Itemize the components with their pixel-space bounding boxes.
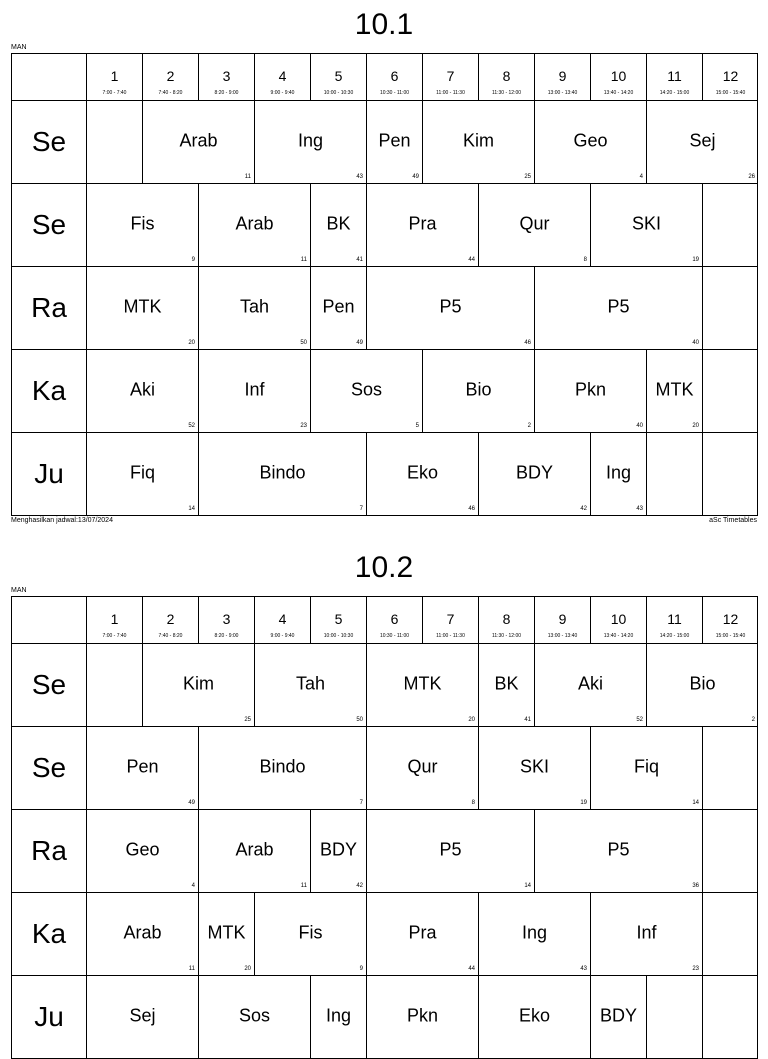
lesson-cell[interactable] [367,727,479,810]
period-time: 9:00 - 9:40 [270,633,295,639]
lesson-cell[interactable] [591,727,703,810]
lesson-subject: Ing [605,462,632,483]
lesson-subject: BK [494,673,519,694]
timetable-grid [11,53,758,516]
lesson-subject: Fiq [633,756,659,777]
lesson-room: 44 [468,966,475,972]
period-number: 12 [722,611,739,627]
lesson-room: 14 [188,506,195,512]
lesson-room: 20 [244,966,251,972]
lesson-room: 7 [359,800,363,806]
period-number: 9 [558,611,567,627]
lesson-room: 19 [692,257,699,263]
lesson-cell[interactable] [535,810,703,893]
lesson-subject: Fiq [129,462,155,483]
lesson-room: 5 [415,423,419,429]
period-number: 7 [446,68,455,84]
lesson-subject: Kim [183,673,214,694]
lesson-cell[interactable] [479,976,591,1059]
day-name: Ka [31,375,67,406]
lesson-subject: P5 [439,839,462,860]
lesson-cell[interactable] [423,101,535,184]
lesson-subject: Sej [129,1005,156,1026]
lesson-room: 40 [692,340,699,346]
period-header [367,54,423,101]
lesson-cell[interactable] [87,976,199,1059]
lesson-room: 14 [524,883,531,889]
period-time: 11:30 - 12:00 [491,633,522,639]
lesson-cell[interactable] [87,433,199,516]
timetable-grid [11,596,758,1059]
lesson-room: 14 [692,800,699,806]
footer-generated-date: Menghasilkan jadwal:13/07/2024 [11,517,113,524]
day-label-cell [12,267,87,350]
lesson-cell[interactable] [479,184,591,267]
lesson-cell[interactable] [423,350,535,433]
lesson-room: 52 [636,717,643,723]
empty-slot [703,893,758,976]
period-header [255,597,311,644]
lesson-room: 25 [524,174,531,180]
period-number: 2 [166,68,175,84]
period-header [479,54,535,101]
period-header [423,54,479,101]
period-time: 11:00 - 11:30 [436,90,465,96]
lesson-cell[interactable] [479,893,591,976]
period-number: 5 [334,68,343,84]
lesson-subject: MTK [207,922,246,943]
period-number: 9 [558,68,567,84]
day-label-cell [12,644,87,727]
period-number: 1 [110,611,119,627]
lesson-subject: Pen [378,130,411,151]
lesson-subject: Inf [244,379,265,400]
period-header [647,54,703,101]
lesson-cell[interactable] [199,184,311,267]
period-time: 7:40 - 8:20 [158,633,183,639]
lesson-subject: Arab [235,839,274,860]
lesson-cell[interactable] [367,976,479,1059]
period-time: 10:30 - 11:00 [379,90,410,96]
period-number: 8 [502,68,511,84]
lesson-room: 2 [527,423,531,429]
empty-slot [87,101,143,184]
period-header [591,54,647,101]
lesson-cell[interactable] [143,644,255,727]
lesson-room: 11 [300,257,307,263]
lesson-room: 43 [636,506,643,512]
lesson-subject: Eko [518,1005,551,1026]
lesson-cell[interactable] [311,976,367,1059]
lesson-room: 46 [524,340,531,346]
lesson-subject: Bindo [259,462,306,483]
period-number: 10 [610,68,627,84]
lesson-cell[interactable] [87,727,199,810]
period-time: 7:40 - 8:20 [158,90,183,96]
day-name: Se [31,752,67,783]
lesson-subject: P5 [607,296,630,317]
empty-slot [647,976,703,1059]
lesson-cell[interactable] [647,644,758,727]
lesson-room: 20 [188,340,195,346]
lesson-subject: Ing [297,130,324,151]
lesson-room: 8 [583,257,587,263]
period-time: 14:20 - 15:00 [659,633,690,639]
day-name: Ra [31,292,67,323]
day-label-cell [12,350,87,433]
period-time: 8:20 - 9:00 [214,90,239,96]
period-time: 15:00 - 15:40 [715,633,746,639]
lesson-cell[interactable] [479,644,535,727]
lesson-subject: Ing [325,1005,352,1026]
lesson-subject: Tah [295,673,326,694]
empty-slot [703,810,758,893]
day-label-cell [12,101,87,184]
lesson-room: 25 [244,717,251,723]
period-time: 10:00 - 10:30 [323,90,354,96]
period-time: 14:20 - 15:00 [659,90,690,96]
school-name: MAN [11,44,27,51]
day-label-cell [12,727,87,810]
lesson-subject: Qur [519,213,550,234]
lesson-subject: SKI [519,756,549,777]
lesson-subject: Arab [179,130,218,151]
period-number: 11 [667,68,682,84]
period-number: 12 [722,68,739,84]
lesson-room: 9 [359,966,363,972]
period-number: 3 [222,68,231,84]
period-header [311,54,367,101]
lesson-cell[interactable] [199,433,367,516]
lesson-subject: Geo [125,839,160,860]
period-time: 13:00 - 13:40 [547,90,578,96]
lesson-cell[interactable] [143,101,255,184]
lesson-subject: Qur [407,756,438,777]
lesson-subject: Fis [130,213,155,234]
day-name: Ju [34,1001,64,1032]
period-time: 10:00 - 10:30 [323,633,354,639]
lesson-subject: Tah [239,296,270,317]
period-header [143,54,199,101]
lesson-room: 52 [188,423,195,429]
day-name: Se [31,209,67,240]
day-name: Se [31,669,67,700]
lesson-subject: Eko [406,462,439,483]
lesson-room: 20 [468,717,475,723]
lesson-room: 4 [639,174,643,180]
period-number: 11 [667,611,682,627]
lesson-subject: Fis [298,922,323,943]
lesson-cell[interactable] [367,893,479,976]
lesson-subject: Arab [235,213,274,234]
period-header [535,54,591,101]
lesson-cell[interactable] [591,184,703,267]
lesson-room: 46 [468,506,475,512]
lesson-cell[interactable] [591,976,647,1059]
lesson-cell[interactable] [535,350,647,433]
lesson-cell[interactable] [87,350,199,433]
lesson-subject: P5 [607,839,630,860]
lesson-room: 41 [356,257,363,263]
lesson-room: 8 [471,800,475,806]
period-header [255,54,311,101]
lesson-subject: Bio [465,379,492,400]
timetable-title: 10.2 [354,551,414,584]
period-time: 7:00 - 7:40 [102,633,127,639]
lesson-cell[interactable] [255,101,367,184]
lesson-subject: Geo [573,130,608,151]
lesson-room: 50 [300,340,307,346]
lesson-cell[interactable] [367,184,479,267]
lesson-subject: Kim [463,130,494,151]
lesson-room: 23 [300,423,307,429]
school-name: MAN [11,587,27,594]
lesson-cell[interactable] [199,350,311,433]
lesson-room: 44 [468,257,475,263]
lesson-cell[interactable] [199,893,255,976]
lesson-cell[interactable] [479,433,591,516]
period-number: 7 [446,611,455,627]
lesson-cell[interactable] [479,727,591,810]
empty-slot [703,267,758,350]
period-number: 6 [390,68,399,84]
lesson-room: 49 [412,174,419,180]
period-header [367,597,423,644]
lesson-cell[interactable] [311,184,367,267]
lesson-subject: Aki [577,673,603,694]
lesson-cell[interactable] [535,101,647,184]
period-header [87,597,143,644]
period-number: 10 [610,611,627,627]
day-name: Se [31,126,67,157]
lesson-cell[interactable] [87,267,199,350]
lesson-room: 41 [524,717,531,723]
period-header [199,54,255,101]
lesson-subject: Sos [238,1005,271,1026]
lesson-room: 19 [580,800,587,806]
lesson-cell[interactable] [311,267,367,350]
lesson-cell[interactable] [199,976,311,1059]
day-label-cell [12,976,87,1059]
lesson-room: 42 [356,883,363,889]
period-number: 1 [110,68,119,84]
lesson-room: 2 [751,717,755,723]
lesson-cell[interactable] [87,810,199,893]
period-number: 3 [222,611,231,627]
day-label-cell [12,433,87,516]
period-number: 4 [278,68,287,84]
lesson-cell[interactable] [255,644,367,727]
period-number: 8 [502,611,511,627]
period-time: 11:00 - 11:30 [436,633,465,639]
corner-cell [12,597,87,644]
lesson-subject: Pra [408,922,437,943]
day-name: Ka [31,918,67,949]
day-label-cell [12,810,87,893]
lesson-cell[interactable] [367,267,535,350]
lesson-subject: BDY [599,1005,637,1026]
lesson-room: 49 [188,800,195,806]
period-header [423,597,479,644]
lesson-cell[interactable] [367,101,423,184]
empty-slot [703,433,758,516]
lesson-cell[interactable] [647,350,703,433]
corner-cell [12,54,87,101]
period-header [143,597,199,644]
lesson-room: 11 [188,966,195,972]
day-label-cell [12,893,87,976]
lesson-room: 49 [356,340,363,346]
day-name: Ju [34,458,64,489]
lesson-subject: Sos [350,379,383,400]
period-time: 13:40 - 14:20 [603,633,634,639]
period-header [311,597,367,644]
period-header [591,597,647,644]
lesson-subject: Bio [689,673,716,694]
lesson-room: 7 [359,506,363,512]
period-header [647,597,703,644]
lesson-cell[interactable] [311,810,367,893]
lesson-room: 20 [692,423,699,429]
period-time: 11:30 - 12:00 [491,90,522,96]
lesson-cell[interactable] [87,184,199,267]
period-header [535,597,591,644]
lesson-subject: MTK [655,379,694,400]
period-header [703,597,758,644]
lesson-subject: BDY [515,462,553,483]
lesson-subject: Pra [408,213,437,234]
lesson-cell[interactable] [591,433,647,516]
lesson-room: 50 [356,717,363,723]
lesson-room: 36 [692,883,699,889]
lesson-cell[interactable] [87,893,199,976]
lesson-cell[interactable] [647,101,758,184]
lesson-room: 26 [748,174,755,180]
lesson-subject: P5 [439,296,462,317]
lesson-room: 40 [636,423,643,429]
period-time: 15:00 - 15:40 [715,90,746,96]
lesson-subject: Ing [521,922,548,943]
lesson-subject: Arab [123,922,162,943]
lesson-room: 42 [580,506,587,512]
period-number: 5 [334,611,343,627]
lesson-cell[interactable] [199,810,311,893]
empty-slot [703,350,758,433]
day-name: Ra [31,835,67,866]
lesson-cell[interactable] [311,350,423,433]
lesson-subject: Pkn [406,1005,439,1026]
lesson-subject: Pkn [574,379,607,400]
lesson-subject: MTK [403,673,442,694]
lesson-subject: SKI [631,213,661,234]
lesson-cell[interactable] [535,267,703,350]
empty-slot [647,433,703,516]
lesson-room: 4 [191,883,195,889]
lesson-subject: Bindo [259,756,306,777]
period-number: 2 [166,611,175,627]
period-time: 8:20 - 9:00 [214,633,239,639]
empty-slot [87,644,143,727]
lesson-cell[interactable] [199,727,367,810]
lesson-cell[interactable] [535,644,647,727]
lesson-room: 43 [580,966,587,972]
timetable-title: 10.1 [354,8,414,41]
lesson-cell[interactable] [367,433,479,516]
lesson-subject: Pen [322,296,355,317]
empty-slot [703,976,758,1059]
period-time: 13:40 - 14:20 [603,90,634,96]
empty-slot [703,727,758,810]
period-header [199,597,255,644]
lesson-cell[interactable] [367,810,535,893]
lesson-subject: BK [326,213,351,234]
lesson-subject: BDY [319,839,357,860]
period-time: 10:30 - 11:00 [379,633,410,639]
period-header [479,597,535,644]
period-time: 7:00 - 7:40 [102,90,127,96]
period-header [703,54,758,101]
lesson-subject: Inf [636,922,657,943]
lesson-room: 9 [191,257,195,263]
lesson-cell[interactable] [255,893,367,976]
period-number: 4 [278,611,287,627]
period-header [87,54,143,101]
lesson-cell[interactable] [367,644,479,727]
period-number: 6 [390,611,399,627]
lesson-room: 11 [300,883,307,889]
footer-credit: aSc Timetables [709,517,757,524]
lesson-room: 11 [244,174,251,180]
lesson-subject: Pen [126,756,159,777]
lesson-subject: Aki [129,379,155,400]
empty-slot [703,184,758,267]
period-time: 13:00 - 13:40 [547,633,578,639]
lesson-subject: MTK [123,296,162,317]
period-time: 9:00 - 9:40 [270,90,295,96]
lesson-room: 23 [692,966,699,972]
day-label-cell [12,184,87,267]
lesson-cell[interactable] [199,267,311,350]
lesson-room: 43 [356,174,363,180]
lesson-cell[interactable] [591,893,703,976]
lesson-subject: Sej [689,130,716,151]
